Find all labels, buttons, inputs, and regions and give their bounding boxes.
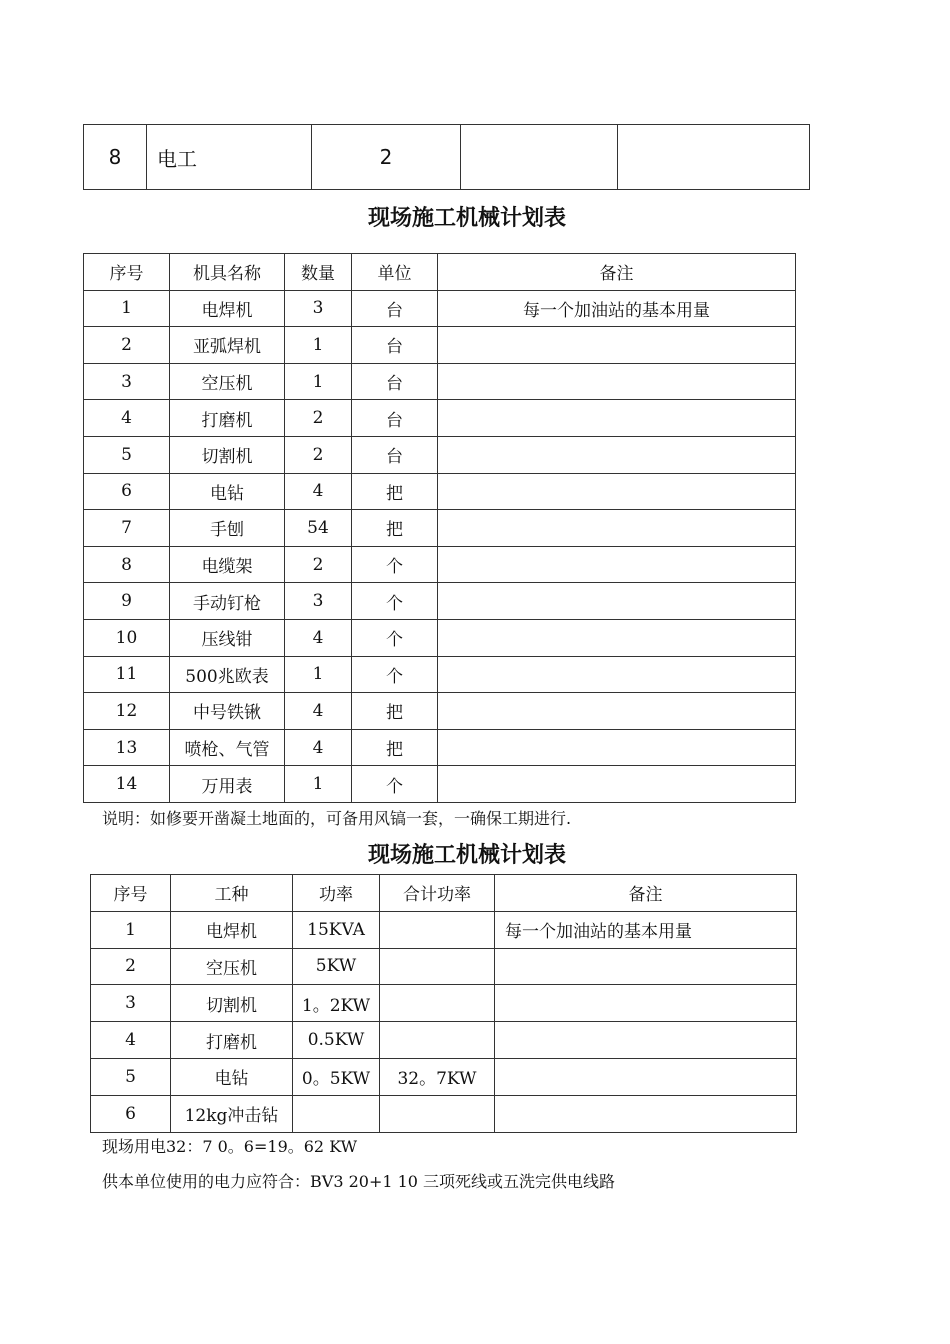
table-cell: 2 [91,948,171,985]
table2-title: 现场施工机械计划表 [367,843,566,868]
table-cell: 中号铁锹 [170,693,285,730]
table-cell: 6 [91,1095,171,1132]
table-cell [438,400,796,437]
table-cell: 电钻 [170,473,285,510]
table-cell: 台 [352,400,438,437]
table-cell: 把 [352,729,438,766]
power-summary-note: 现场用电32：7 0。6=19。62 KW [102,1137,358,1156]
table-cell: 2 [285,436,352,473]
table-row [84,436,796,473]
table-cell: 12 [84,693,170,730]
table-cell: 9 [84,583,170,620]
table-row [84,363,796,400]
table-cell: 5 [84,436,170,473]
cell-no: 8 [84,125,147,190]
table-cell: 个 [352,546,438,583]
table-cell: 1 [285,766,352,803]
table-cell: 电焊机 [170,290,285,327]
power-plan-table [90,874,797,1133]
table-cell [380,985,495,1022]
table-cell: 万用表 [170,766,285,803]
header-cell: 序号 [84,254,170,291]
table-cell [495,1058,797,1095]
table-row [84,125,810,190]
table-cell: 个 [352,766,438,803]
table1-note: 说明：如修要开凿凝土地面的，可备用风镐一套，一确保工期进行. [102,809,572,828]
table-cell: 0。5KW [293,1058,380,1095]
table-cell: 4 [285,693,352,730]
table-cell: 把 [352,510,438,547]
table-cell: 15KVA [293,911,380,948]
table-cell: 切割机 [171,985,293,1022]
table-cell: 1 [285,656,352,693]
table-cell [438,583,796,620]
table-cell: 1 [91,911,171,948]
table-cell: 台 [352,290,438,327]
header-cell: 工种 [171,875,293,912]
table-cell [438,327,796,364]
table-cell: 压线钳 [170,619,285,656]
table-cell: 500兆欧表 [170,656,285,693]
table-cell [438,363,796,400]
table-cell: 每一个加油站的基本用量 [438,290,796,327]
header-cell: 备注 [495,875,797,912]
table-row [84,546,796,583]
table-cell: 4 [285,729,352,766]
header-row [84,254,796,291]
table-cell [438,766,796,803]
table-cell [438,436,796,473]
table-cell: 1 [285,327,352,364]
table-cell: 个 [352,583,438,620]
table-cell: 11 [84,656,170,693]
cell-empty [618,125,810,190]
table-cell: 个 [352,619,438,656]
table-row [84,583,796,620]
table-row [84,729,796,766]
table-cell: 3 [285,290,352,327]
table-cell: 8 [84,546,170,583]
header-cell: 数量 [285,254,352,291]
table-cell [438,729,796,766]
table-row [91,1022,797,1059]
cell-empty [461,125,618,190]
table-cell: 亚弧焊机 [170,327,285,364]
table-row [84,290,796,327]
table-cell: 切割机 [170,436,285,473]
table-cell: 1 [285,363,352,400]
table-row [84,656,796,693]
table-cell [438,619,796,656]
header-cell: 功率 [293,875,380,912]
table-cell [438,656,796,693]
previous-table-continuation [83,124,810,190]
table-row [91,1058,797,1095]
table-cell: 手动钉枪 [170,583,285,620]
table-cell: 10 [84,619,170,656]
table-cell: 电缆架 [170,546,285,583]
table-cell: 台 [352,363,438,400]
header-cell: 序号 [91,875,171,912]
table-cell: 5KW [293,948,380,985]
table-cell [293,1095,380,1132]
table-row [84,693,796,730]
table-cell: 32。7KW [380,1058,495,1095]
table-cell: 喷枪、气管 [170,729,285,766]
table-row [84,766,796,803]
table-cell: 台 [352,436,438,473]
table-cell: 4 [285,619,352,656]
table-cell: 把 [352,693,438,730]
table-cell: 打磨机 [170,400,285,437]
table-cell: 手刨 [170,510,285,547]
table-cell [495,948,797,985]
table-cell: 12kg冲击钻 [171,1095,293,1132]
table-row [84,473,796,510]
machinery-plan-table [83,253,796,803]
table-cell [495,1095,797,1132]
power-requirement-note: 供本单位使用的电力应符合：BV3 20+1 10 三项死线或五洗完供电线路 [102,1172,616,1191]
table-row [91,948,797,985]
table-cell: 每一个加油站的基本用量 [495,911,797,948]
table-cell: 电钻 [171,1058,293,1095]
table-cell [438,546,796,583]
table-cell: 3 [285,583,352,620]
table1-title: 现场施工机械计划表 [367,206,566,231]
table-cell: 4 [84,400,170,437]
cell-qty: 2 [312,125,461,190]
table-cell [438,510,796,547]
table-cell: 1 [84,290,170,327]
table-row [84,400,796,437]
table-row [91,985,797,1022]
table-cell: 个 [352,656,438,693]
table-cell: 5 [91,1058,171,1095]
header-cell: 机具名称 [170,254,285,291]
table-cell [380,1095,495,1132]
table-cell: 54 [285,510,352,547]
header-cell: 备注 [438,254,796,291]
table-cell: 空压机 [171,948,293,985]
table-cell: 7 [84,510,170,547]
table-row [84,510,796,547]
table-cell: 4 [91,1022,171,1059]
cell-name: 电工 [147,125,312,190]
table-cell: 3 [91,985,171,1022]
header-cell: 单位 [352,254,438,291]
table-cell: 6 [84,473,170,510]
table-row [91,911,797,948]
table-cell [438,473,796,510]
header-row [91,875,797,912]
table-cell: 台 [352,327,438,364]
table-cell [380,948,495,985]
table-cell: 把 [352,473,438,510]
table-cell: 1。2KW [293,985,380,1022]
table-cell: 2 [285,400,352,437]
table-cell [495,1022,797,1059]
header-cell: 合计功率 [380,875,495,912]
table-cell [380,1022,495,1059]
table-cell [380,911,495,948]
table-row [91,1095,797,1132]
table-cell: 13 [84,729,170,766]
table-cell: 4 [285,473,352,510]
table-cell [438,693,796,730]
table-cell: 打磨机 [171,1022,293,1059]
table-cell: 3 [84,363,170,400]
table-cell: 2 [285,546,352,583]
table-cell: 电焊机 [171,911,293,948]
table-cell: 0.5KW [293,1022,380,1059]
table-row [84,619,796,656]
table-cell: 空压机 [170,363,285,400]
table-cell: 2 [84,327,170,364]
table-row [84,327,796,364]
table-cell [495,985,797,1022]
table-cell: 14 [84,766,170,803]
